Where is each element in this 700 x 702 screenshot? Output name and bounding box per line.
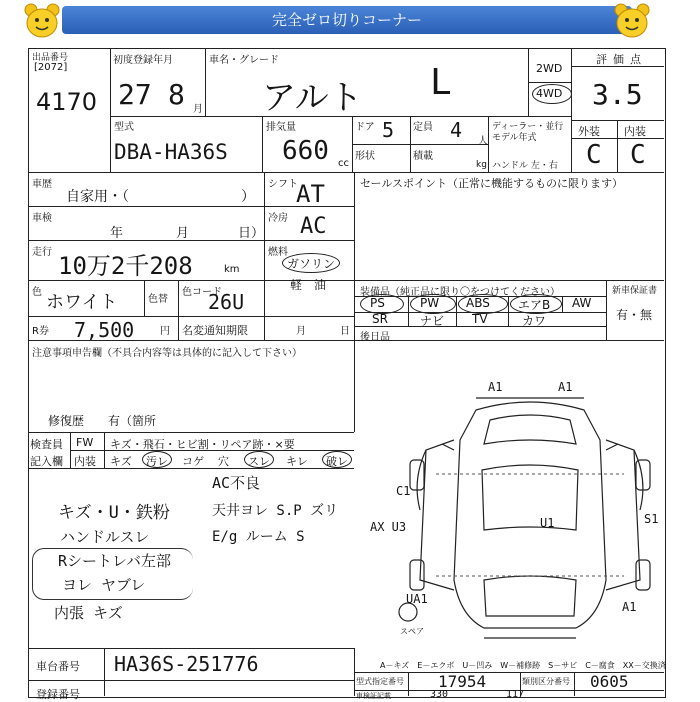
color-code-label: 色コード bbox=[182, 287, 222, 298]
capacity-unit: 人 bbox=[478, 136, 488, 147]
model-label: 型式 bbox=[114, 122, 134, 133]
lot-label: 出品番号 bbox=[32, 53, 69, 63]
cooling-label: 冷房 bbox=[268, 213, 288, 224]
registration-month-unit: 月 bbox=[193, 104, 203, 115]
vehicle-name-label: 車名・グレード bbox=[209, 55, 279, 66]
equip-aw: AW bbox=[572, 296, 592, 310]
registration-month: 8 bbox=[168, 78, 185, 111]
equipment-label: 装備品（純正品に限り〇をつけてください） bbox=[360, 287, 560, 298]
class-value: 0605 bbox=[590, 672, 629, 691]
name-change-day: 日 bbox=[340, 326, 350, 337]
drive-2wd: 2WD bbox=[536, 62, 563, 75]
shift-label: シフト bbox=[268, 179, 298, 190]
chassis-value: HA36S-251776 bbox=[114, 652, 259, 676]
fuel-label: 燃料 bbox=[268, 247, 288, 258]
registration-no-label: 登録番号 bbox=[36, 688, 80, 701]
remark-6: 内張 キズ bbox=[54, 604, 123, 622]
remark-3: ハンドルスレ bbox=[60, 528, 150, 546]
small-label-1: 車検証記載 bbox=[356, 692, 391, 700]
mark-u1: U1 bbox=[540, 516, 555, 530]
mileage-label: 走行 bbox=[32, 247, 52, 258]
dealer-label: ディーラー・並行 bbox=[492, 122, 564, 132]
equip-ps: PS bbox=[370, 296, 385, 310]
shape-label: 形状 bbox=[355, 151, 375, 162]
small-value-2: 117 bbox=[506, 689, 525, 700]
remark-1: AC不良 bbox=[212, 474, 261, 492]
mascot-right-icon bbox=[612, 2, 652, 40]
color-shade-label: 色替 bbox=[148, 294, 168, 305]
mark-a1-front-right: A1 bbox=[558, 380, 573, 394]
repair-label: 修復歴 有（箇所 bbox=[48, 414, 157, 428]
fuel-value: ガソリン bbox=[287, 257, 336, 271]
remark-bracket bbox=[32, 548, 193, 600]
history-label: 車歴 bbox=[32, 179, 52, 190]
interior-item-7: 破レ bbox=[326, 455, 348, 468]
remark-4: Rシートレバ左部 bbox=[58, 552, 171, 570]
capacity-label: 定員 bbox=[413, 122, 433, 133]
damage-legend: A－キズ E－エクボ U－凹み W－補修跡 S－サビ C－腐食 XX－交換済 bbox=[380, 661, 666, 670]
interior-item-1: キズ bbox=[110, 455, 132, 468]
capacity-value: 4 bbox=[450, 118, 463, 142]
remark-right-1: 天井ヨレ S.P ズリ bbox=[212, 503, 339, 519]
name-change-month: 月 bbox=[296, 326, 306, 337]
selling-points-label: セールスポイント（正常に機能するものに限ります） bbox=[360, 177, 624, 190]
equip-airbag: エアB bbox=[518, 298, 551, 312]
equip-pw: PW bbox=[420, 296, 440, 310]
inspector-label-1: 検査員 bbox=[30, 438, 63, 451]
notes-label: 注意事項申告欄（不具合内容等は具体的に記入して下さい） bbox=[32, 348, 302, 359]
vehicle-grade: L bbox=[430, 62, 452, 103]
cooling-value: AC bbox=[300, 214, 327, 239]
model-year-label: モデル年式 bbox=[492, 133, 537, 143]
remark-right-2: E/g ルーム S bbox=[212, 529, 305, 545]
mark-a1-rear: A1 bbox=[622, 600, 637, 614]
type-spec-label: 型式指定番号 bbox=[356, 677, 404, 686]
mark-ax-u3: AX U3 bbox=[370, 520, 407, 534]
doors-label: ドア bbox=[355, 122, 375, 133]
mileage-unit: km bbox=[224, 264, 240, 275]
interior-item-2: 汚レ bbox=[146, 455, 168, 468]
recycle-unit: 円 bbox=[160, 326, 170, 337]
mark-ua1: UA1 bbox=[406, 592, 428, 606]
exterior-label: 外装 bbox=[578, 125, 600, 138]
warranty-label: 新車保証書 bbox=[612, 286, 658, 296]
color-code: 26U bbox=[208, 290, 245, 314]
interior-item-5: スレ bbox=[248, 455, 270, 468]
doors-value: 5 bbox=[382, 118, 395, 142]
exterior-grade: C bbox=[586, 140, 602, 170]
type-spec-value: 17954 bbox=[438, 672, 487, 691]
mark-s1: S1 bbox=[644, 512, 659, 526]
color-value: ホワイト bbox=[46, 292, 118, 313]
load-unit: kg bbox=[476, 160, 487, 170]
small-value-1: 330 bbox=[430, 689, 449, 700]
mascot-left-icon bbox=[22, 2, 62, 40]
remark-2: キズ・U・鉄粉 bbox=[58, 503, 170, 523]
remark-5: ヨレ ヤブレ bbox=[62, 576, 146, 594]
interior-tag: 内装 bbox=[74, 455, 96, 468]
displacement-unit: cc bbox=[338, 158, 349, 169]
spare-label: スペア bbox=[400, 627, 424, 636]
score-value: 3.5 bbox=[592, 78, 643, 111]
inspection-year-unit: 年 bbox=[110, 226, 124, 241]
banner-title: 完全ゼロ切りコーナー bbox=[62, 6, 632, 34]
interior-grade: C bbox=[630, 140, 646, 170]
equip-abs: ABS bbox=[466, 296, 490, 310]
drive-4wd: 4WD bbox=[536, 87, 563, 100]
mark-a1-front-left: A1 bbox=[488, 380, 503, 394]
lot-small-code: [2072] bbox=[34, 62, 68, 73]
interior-item-6: キレ bbox=[286, 455, 308, 468]
lot-number: 4170 bbox=[36, 88, 98, 116]
warranty-value: 有・無 bbox=[616, 308, 653, 322]
interior-item-3: コゲ bbox=[182, 455, 204, 468]
displacement-value: 660 bbox=[282, 136, 329, 166]
fw-text: キズ・飛石・ヒビ割・リペア跡・×要 bbox=[110, 438, 295, 451]
recycle-label: R券 bbox=[32, 326, 49, 337]
inspection-day-unit: 日） bbox=[238, 226, 265, 241]
displacement-label: 排気量 bbox=[266, 122, 296, 133]
mark-c1: C1 bbox=[396, 484, 411, 498]
interior-item-4: 穴 bbox=[218, 455, 229, 468]
inspector-label-2: 記入欄 bbox=[30, 455, 63, 468]
load-label: 積載 bbox=[413, 151, 433, 162]
name-change-label: 名変通知期限 bbox=[182, 324, 248, 337]
mileage-value: 10万2千208 bbox=[58, 252, 193, 280]
equip-leather: カワ bbox=[522, 314, 547, 328]
inspection-label: 車検 bbox=[32, 213, 52, 224]
registration-label: 初度登録年月 bbox=[113, 55, 173, 66]
registration-year: 27 bbox=[118, 78, 152, 111]
fw-tag: FW bbox=[76, 436, 94, 449]
post-delivery-label: 後日品 bbox=[360, 332, 390, 343]
inspection-month-unit: 月 bbox=[176, 226, 190, 241]
class-label: 類別区分番号 bbox=[522, 677, 570, 686]
interior-label: 内装 bbox=[624, 125, 646, 138]
score-label: 評価点 bbox=[596, 53, 647, 66]
vehicle-name: アルト bbox=[262, 78, 363, 118]
fuel-option: 軽 油 bbox=[290, 278, 327, 292]
equip-sr: SR bbox=[372, 312, 388, 326]
recycle-value: 7,500 bbox=[74, 318, 135, 342]
shift-value: AT bbox=[296, 180, 325, 208]
equip-navi: ナビ bbox=[420, 314, 445, 328]
color-label: 色 bbox=[32, 287, 42, 298]
equip-tv: TV bbox=[472, 312, 488, 326]
chassis-label: 車台番号 bbox=[36, 660, 80, 673]
model-value: DBA-HA36S bbox=[114, 140, 228, 164]
handle-label: ハンドル 左・右 bbox=[492, 161, 558, 171]
history-value: 自家用・（ ） bbox=[66, 189, 255, 205]
